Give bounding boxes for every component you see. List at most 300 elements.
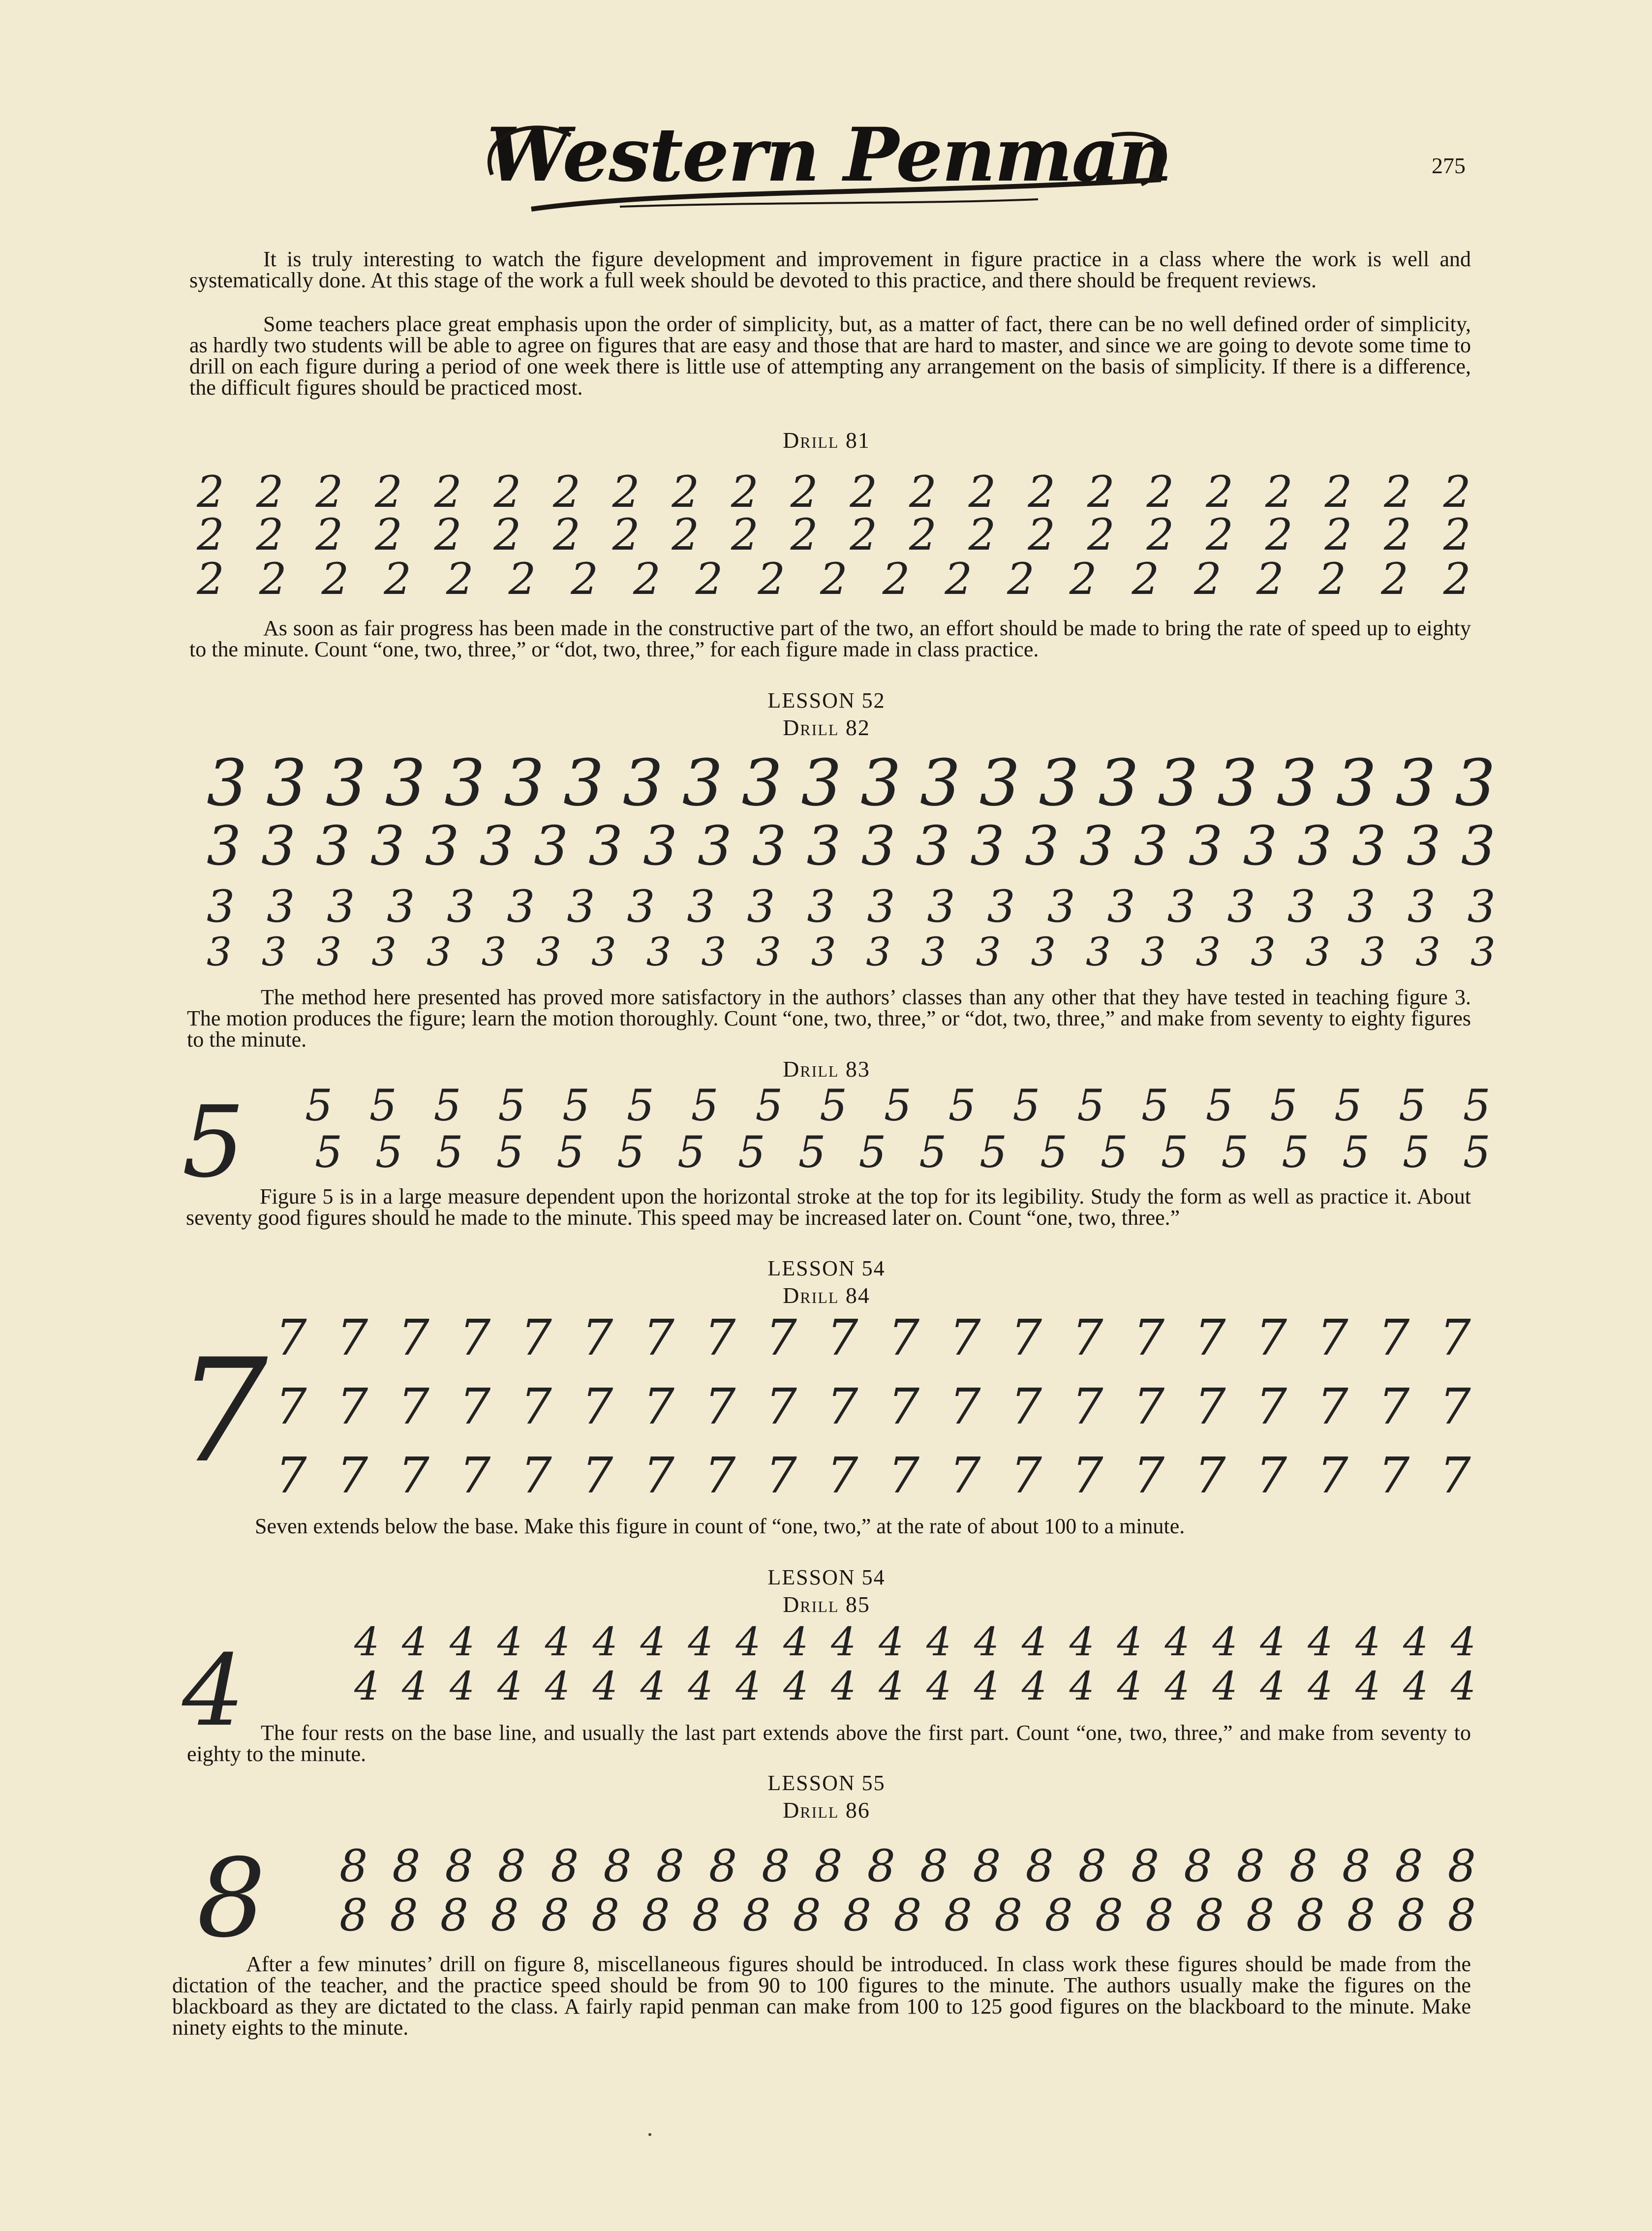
practice-figure: 3 xyxy=(536,929,562,975)
practice-figure: 2 xyxy=(552,466,581,517)
practice-figure: 7 xyxy=(459,1447,491,1504)
drill-84-model-figure: 7 xyxy=(177,1329,268,1494)
practice-figure: 3 xyxy=(327,881,355,932)
practice-figure: 8 xyxy=(1025,1840,1054,1892)
practice-figure: 3 xyxy=(207,745,247,820)
practice-figure: 8 xyxy=(793,1890,821,1941)
practice-figure: 7 xyxy=(459,1378,491,1435)
practice-figure: 3 xyxy=(697,814,732,877)
practice-figure: 3 xyxy=(867,881,895,932)
practice-figure: 4 xyxy=(1069,1663,1095,1709)
practice-figure: 3 xyxy=(316,929,342,975)
practice-figure: 3 xyxy=(425,814,459,877)
practice-figure: 8 xyxy=(843,1890,872,1941)
practice-figure: 7 xyxy=(1194,1378,1226,1435)
practice-figure: 7 xyxy=(337,1447,368,1504)
drill-84-title: Drill 84 xyxy=(783,1283,870,1308)
practice-figure: 3 xyxy=(1107,881,1135,932)
practice-figure: 2 xyxy=(758,554,786,604)
practice-figure: 7 xyxy=(581,1378,613,1435)
practice-figure: 3 xyxy=(207,929,232,975)
practice-figure: 2 xyxy=(197,509,224,560)
practice-figure: 5 xyxy=(1463,1127,1491,1177)
drill-82-figure-row xyxy=(207,881,1496,932)
practice-figure: 7 xyxy=(581,1447,613,1504)
practice-figure: 5 xyxy=(1399,1080,1427,1131)
practice-figure: 5 xyxy=(375,1127,403,1177)
practice-figure: 3 xyxy=(1024,814,1059,877)
practice-figure: 7 xyxy=(949,1378,981,1435)
practice-figure: 2 xyxy=(731,466,759,517)
practice-figure: 3 xyxy=(385,745,426,820)
practice-figure: 8 xyxy=(1145,1890,1174,1941)
ink-dot xyxy=(648,2133,651,2136)
practice-figure: 3 xyxy=(1167,881,1195,932)
practice-figure: 2 xyxy=(1318,554,1346,604)
practice-figure: 2 xyxy=(493,509,521,560)
practice-figure: 5 xyxy=(556,1127,584,1177)
practice-figure: 7 xyxy=(765,1378,797,1435)
masthead xyxy=(472,106,1186,219)
practice-figure: 3 xyxy=(479,814,514,877)
practice-figure: 5 xyxy=(691,1080,719,1131)
practice-figure: 8 xyxy=(390,1890,418,1941)
practice-figure: 3 xyxy=(1352,814,1387,877)
practice-figure: 3 xyxy=(1039,745,1080,820)
practice-figure: 8 xyxy=(742,1890,771,1941)
practice-figure: 2 xyxy=(1443,509,1471,560)
practice-figure: 5 xyxy=(1402,1127,1430,1177)
practice-figure: 4 xyxy=(1117,1619,1142,1665)
practice-figure: 5 xyxy=(315,1127,342,1177)
practice-figure: 5 xyxy=(1012,1080,1040,1131)
practice-figure: 8 xyxy=(339,1840,368,1892)
practice-figure: 8 xyxy=(392,1840,421,1892)
practice-figure: 5 xyxy=(948,1080,976,1131)
practice-figure: 4 xyxy=(1403,1663,1428,1709)
practice-figure: 4 xyxy=(878,1619,904,1665)
practice-figure: 3 xyxy=(426,929,452,975)
drill-85-model-figure: 4 xyxy=(182,1634,245,1748)
practice-figure: 7 xyxy=(643,1378,674,1435)
practice-figure: 2 xyxy=(434,466,462,517)
drill-81-title: Drill 81 xyxy=(783,428,870,453)
practice-figure: 4 xyxy=(831,1663,856,1709)
practice-figure: 4 xyxy=(878,1663,904,1709)
practice-figure: 3 xyxy=(447,881,475,932)
practice-figure: 4 xyxy=(926,1663,951,1709)
practice-figure: 8 xyxy=(708,1840,737,1892)
practice-figure: 4 xyxy=(497,1619,522,1665)
drill-86-model-figure: 8 xyxy=(197,1835,266,1961)
practice-figure: 5 xyxy=(1100,1127,1128,1177)
practice-figure: 2 xyxy=(259,554,287,604)
practice-figure: 4 xyxy=(401,1619,427,1665)
practice-figure: 8 xyxy=(1095,1890,1124,1941)
practice-figure: 3 xyxy=(642,814,677,877)
practice-figure: 3 xyxy=(591,929,616,975)
practice-figure: 7 xyxy=(826,1378,858,1435)
practice-figure: 7 xyxy=(1255,1309,1287,1366)
practice-figure: 2 xyxy=(1384,509,1412,560)
practice-figure: 3 xyxy=(1217,745,1258,820)
practice-figure: 2 xyxy=(1028,509,1056,560)
practice-figure: 5 xyxy=(1205,1080,1233,1131)
practice-figure: 3 xyxy=(207,814,241,877)
drill-85-figure-row xyxy=(354,1663,1476,1709)
practice-figure: 3 xyxy=(1086,929,1111,975)
practice-figure: 8 xyxy=(1296,1890,1325,1941)
practice-figure: 7 xyxy=(1194,1447,1226,1504)
lesson-55-heading: LESSON 55 xyxy=(767,1771,886,1795)
practice-figure: 4 xyxy=(974,1663,999,1709)
practice-figure: 3 xyxy=(1407,881,1436,932)
practice-figure: 4 xyxy=(688,1619,713,1665)
practice-figure: 8 xyxy=(762,1840,790,1892)
practice-figure: 2 xyxy=(672,509,700,560)
practice-figure: 3 xyxy=(976,929,1001,975)
practice-figure: 7 xyxy=(1010,1309,1042,1366)
drill-83-figure-row xyxy=(315,1127,1491,1177)
practice-figure: 8 xyxy=(1246,1890,1275,1941)
practice-figure: 7 xyxy=(1194,1309,1226,1366)
practice-figure: 4 xyxy=(497,1663,522,1709)
practice-figure: 7 xyxy=(459,1309,491,1366)
practice-figure: 8 xyxy=(551,1840,579,1892)
practice-figure: 5 xyxy=(617,1127,645,1177)
drill-84-figure-row xyxy=(275,1378,1471,1435)
practice-figure: 4 xyxy=(1308,1619,1333,1665)
practice-figure: 2 xyxy=(321,554,349,604)
practice-figure: 4 xyxy=(1069,1619,1095,1665)
practice-figure: 2 xyxy=(256,509,284,560)
practice-figure: 2 xyxy=(1028,466,1056,517)
practice-figure: 4 xyxy=(1403,1619,1428,1665)
lesson-52-heading: LESSON 52 xyxy=(767,688,886,713)
practice-figure: 5 xyxy=(1270,1080,1298,1131)
drill-86-text: After a few minutes’ drill on figure 8, miscellaneous figures should be introduced. In class work these figures should be made from the dictation of the teacher, and the practice speed should be from 90 to 100 figures to the minute. The authors usually make the figures on the blackboard as they are dictated to the class. A fairly rapid penman can make from 100 to 125 good figures on the blackboard to the minute. Make ninety eights to the minute. xyxy=(172,1952,1471,2040)
drill-85-title: Drill 85 xyxy=(783,1592,870,1617)
practice-figure: 3 xyxy=(741,745,783,820)
practice-figure: 5 xyxy=(498,1080,526,1131)
practice-figure: 8 xyxy=(893,1890,922,1941)
practice-figure: 7 xyxy=(1378,1447,1410,1504)
practice-figure: 2 xyxy=(1265,509,1293,560)
drill-84-text: Seven extends below the base. Make this figure in count of “one, two,” at the rate of about 100 to a minute. xyxy=(255,1514,1185,1538)
practice-figure: 4 xyxy=(545,1619,570,1665)
practice-figure: 5 xyxy=(737,1127,765,1177)
practice-figure: 5 xyxy=(1077,1080,1105,1131)
practice-figure: 5 xyxy=(755,1080,783,1131)
practice-figure: 8 xyxy=(1236,1840,1265,1892)
practice-figure: 3 xyxy=(1098,745,1139,820)
practice-figure: 5 xyxy=(1282,1127,1310,1177)
practice-figure: 3 xyxy=(747,881,775,932)
practice-figure: 3 xyxy=(1415,929,1441,975)
practice-figure: 2 xyxy=(384,554,412,604)
practice-figure: 3 xyxy=(371,929,397,975)
practice-figure: 3 xyxy=(261,814,296,877)
practice-figure: 4 xyxy=(592,1619,618,1665)
drill-82-title: Drill 82 xyxy=(783,715,870,740)
practice-figure: 7 xyxy=(398,1309,429,1366)
practice-figure: 4 xyxy=(1212,1663,1238,1709)
practice-figure: 3 xyxy=(534,814,569,877)
practice-figure: 7 xyxy=(1378,1378,1410,1435)
practice-figure: 5 xyxy=(798,1127,826,1177)
practice-figure: 3 xyxy=(1467,881,1496,932)
practice-figure: 4 xyxy=(1260,1663,1285,1709)
practice-figure: 7 xyxy=(1071,1447,1103,1504)
practice-figure: 2 xyxy=(197,554,224,604)
drill-81-figure-row xyxy=(197,554,1471,604)
practice-figure: 4 xyxy=(783,1663,809,1709)
practice-figure: 8 xyxy=(919,1840,948,1892)
drill-82-figure-row xyxy=(207,814,1496,877)
practice-figure: 8 xyxy=(973,1840,1001,1892)
practice-figure: 4 xyxy=(449,1663,475,1709)
practice-figure: 7 xyxy=(765,1309,797,1366)
practice-figure: 3 xyxy=(504,745,545,820)
practice-figure: 4 xyxy=(354,1663,379,1709)
practice-figure: 5 xyxy=(919,1127,947,1177)
practice-figure: 7 xyxy=(520,1309,552,1366)
practice-figure: 7 xyxy=(1133,1309,1165,1366)
practice-figure: 5 xyxy=(305,1080,333,1131)
practice-figure: 3 xyxy=(1140,929,1166,975)
practice-figure: 5 xyxy=(820,1080,848,1131)
practice-figure: 7 xyxy=(888,1378,919,1435)
drill-83-text: Figure 5 is in a large measure dependent upon the horizontal stroke at the top for its legibility. Study the form as well as practice it. About seventy good figures should he made to the minute. This speed may be increased later on. Count “one, two, three.” xyxy=(186,1184,1471,1230)
practice-figure: 8 xyxy=(1447,1890,1476,1941)
practice-figure: 2 xyxy=(945,554,973,604)
practice-figure: 4 xyxy=(1117,1663,1142,1709)
practice-figure: 7 xyxy=(337,1309,368,1366)
practice-figure: 4 xyxy=(1450,1663,1476,1709)
practice-figure: 2 xyxy=(374,509,402,560)
practice-figure: 8 xyxy=(642,1890,670,1941)
drill-82-figure-row xyxy=(207,745,1496,820)
practice-figure: 4 xyxy=(592,1663,618,1709)
practice-figure: 3 xyxy=(916,814,950,877)
practice-figure: 5 xyxy=(433,1080,461,1131)
practice-figure: 8 xyxy=(591,1890,620,1941)
practice-figure: 3 xyxy=(861,814,896,877)
practice-figure: 4 xyxy=(545,1663,570,1709)
practice-figure: 2 xyxy=(571,554,599,604)
practice-figure: 2 xyxy=(315,509,343,560)
practice-figure: 2 xyxy=(1087,466,1115,517)
practice-figure: 4 xyxy=(1021,1619,1047,1665)
practice-figure: 7 xyxy=(704,1447,736,1504)
practice-figure: 2 xyxy=(256,466,284,517)
practice-figure: 3 xyxy=(1395,745,1436,820)
practice-figure: 7 xyxy=(826,1309,858,1366)
practice-figure: 3 xyxy=(811,929,836,975)
practice-figure: 5 xyxy=(369,1080,397,1131)
practice-figure: 8 xyxy=(490,1890,519,1941)
practice-figure: 7 xyxy=(888,1309,919,1366)
drill-85-text: The four rests on the base line, and usually the last part extends above the first part. Count “one, two, three,” and make from seventy to eighty to the minute. xyxy=(187,1721,1471,1766)
practice-figure: 3 xyxy=(1227,881,1255,932)
practice-figure: 2 xyxy=(695,554,723,604)
intro-paragraph-2: Some teachers place great emphasis upon the order of simplicity, but, as a matter of fact, there can be no well defined order of simplicity, as hardly two students will be able to agree on figures that are easy and those that are hard to master, and since we are going to devote some time to drill on each figure during a period of one week there is little use of attempting any arrangement on the basis of simplicity. If there is a difference, the difficult figures should be practiced most. xyxy=(189,312,1471,400)
practice-figure: 7 xyxy=(1317,1378,1348,1435)
practice-figure: 7 xyxy=(1010,1447,1042,1504)
practice-figure: 3 xyxy=(507,881,535,932)
practice-figure: 2 xyxy=(850,509,878,560)
practice-figure: 4 xyxy=(1450,1619,1476,1665)
practice-figure: 2 xyxy=(731,509,759,560)
practice-figure: 2 xyxy=(1324,509,1352,560)
practice-figure: 8 xyxy=(339,1890,368,1941)
practice-figure: 2 xyxy=(882,554,910,604)
practice-figure: 2 xyxy=(1265,466,1293,517)
practice-figure: 4 xyxy=(1164,1619,1190,1665)
practice-figure: 7 xyxy=(704,1309,736,1366)
practice-figure: 3 xyxy=(1336,745,1377,820)
practice-figure: 2 xyxy=(1206,509,1234,560)
practice-figure: 7 xyxy=(643,1309,674,1366)
drill-85-figure-row xyxy=(354,1619,1476,1665)
practice-figure: 8 xyxy=(1395,1840,1423,1892)
practice-figure: 8 xyxy=(1289,1840,1318,1892)
practice-figure: 7 xyxy=(704,1378,736,1435)
practice-figure: 3 xyxy=(1188,814,1223,877)
practice-figure: 7 xyxy=(1378,1309,1410,1366)
practice-figure: 3 xyxy=(920,929,946,975)
practice-figure: 3 xyxy=(563,745,604,820)
practice-figure: 8 xyxy=(867,1840,895,1892)
practice-figure: 4 xyxy=(449,1619,475,1665)
practice-figure: 3 xyxy=(387,881,415,932)
practice-figure: 5 xyxy=(496,1127,524,1177)
practice-figure: 3 xyxy=(1195,929,1221,975)
practice-figure: 7 xyxy=(949,1309,981,1366)
practice-figure: 3 xyxy=(444,745,485,820)
practice-figure: 7 xyxy=(765,1447,797,1504)
practice-figure: 3 xyxy=(860,745,901,820)
practice-figure: 3 xyxy=(567,881,595,932)
practice-figure: 2 xyxy=(968,509,996,560)
practice-figure: 7 xyxy=(275,1378,307,1435)
practice-figure: 8 xyxy=(814,1840,843,1892)
practice-figure: 3 xyxy=(701,929,727,975)
practice-figure: 2 xyxy=(552,509,581,560)
practice-figure: 7 xyxy=(1255,1447,1287,1504)
practice-figure: 3 xyxy=(588,814,623,877)
practice-figure: 8 xyxy=(1184,1840,1212,1892)
practice-figure: 3 xyxy=(801,745,842,820)
practice-figure: 3 xyxy=(315,814,350,877)
practice-figure: 3 xyxy=(627,881,655,932)
drill-82-text: The method here presented has proved more satisfactory in the authors’ classes than any other that they have tested in teaching figure 3. The motion produces the figure; learn the motion thoroughly. Count “one, two, three,” or “dot, two, three,” and make from seventy to eighty figures to the minute. xyxy=(187,985,1471,1052)
practice-figure: 7 xyxy=(398,1378,429,1435)
practice-figure: 3 xyxy=(1251,929,1276,975)
practice-figure: 8 xyxy=(1131,1840,1160,1892)
practice-figure: 3 xyxy=(325,745,367,820)
intro-paragraph-1: It is truly interesting to watch the figure development and improvement in figure practice in a class where the work is well and systematically done. At this stage of the work a full week should be devoted to this practice, and there should be frequent reviews. xyxy=(189,247,1471,292)
practice-figure: 4 xyxy=(1021,1663,1047,1709)
practice-figure: 8 xyxy=(1078,1840,1106,1892)
practice-figure: 5 xyxy=(1161,1127,1189,1177)
practice-figure: 5 xyxy=(1040,1127,1068,1177)
practice-figure: 3 xyxy=(807,881,835,932)
practice-figure: 8 xyxy=(1342,1840,1371,1892)
drill-86-figure-row xyxy=(339,1840,1476,1892)
practice-figure: 3 xyxy=(1406,814,1441,877)
practice-figure: 3 xyxy=(979,745,1020,820)
practice-figure: 5 xyxy=(677,1127,705,1177)
practice-figure: 3 xyxy=(1079,814,1114,877)
practice-figure: 2 xyxy=(1206,466,1234,517)
practice-figure: 5 xyxy=(858,1127,887,1177)
practice-figure: 7 xyxy=(520,1447,552,1504)
practice-figure: 3 xyxy=(266,745,307,820)
practice-figure: 7 xyxy=(1255,1378,1287,1435)
practice-figure: 4 xyxy=(640,1619,666,1665)
practice-figure: 2 xyxy=(1384,466,1412,517)
practice-figure: 2 xyxy=(909,466,937,517)
practice-figure: 8 xyxy=(656,1840,684,1892)
practice-figure: 7 xyxy=(1439,1447,1471,1504)
practice-figure: 4 xyxy=(735,1619,761,1665)
practice-figure: 3 xyxy=(687,881,715,932)
practice-figure: 7 xyxy=(1133,1378,1165,1435)
lesson-54-heading-a: LESSON 54 xyxy=(767,1256,886,1280)
practice-figure: 7 xyxy=(1317,1447,1348,1504)
practice-figure: 7 xyxy=(337,1378,368,1435)
practice-figure: 4 xyxy=(688,1663,713,1709)
practice-figure: 8 xyxy=(994,1890,1023,1941)
practice-figure: 5 xyxy=(626,1080,654,1131)
drill-84-figure-row xyxy=(275,1447,1471,1504)
practice-figure: 4 xyxy=(1212,1619,1238,1665)
practice-figure: 2 xyxy=(1443,554,1471,604)
practice-figure: 3 xyxy=(1158,745,1198,820)
practice-figure: 4 xyxy=(783,1619,809,1665)
practice-figure: 3 xyxy=(1276,745,1317,820)
practice-figure: 2 xyxy=(446,554,474,604)
practice-figure: 2 xyxy=(315,466,343,517)
practice-figure: 3 xyxy=(1031,929,1056,975)
practice-figure: 8 xyxy=(944,1890,972,1941)
practice-figure: 2 xyxy=(850,466,878,517)
practice-figure: 5 xyxy=(979,1127,1008,1177)
practice-figure: 3 xyxy=(1287,881,1315,932)
practice-figure: 8 xyxy=(445,1840,473,1892)
practice-figure: 3 xyxy=(370,814,405,877)
practice-figure: 8 xyxy=(440,1890,469,1941)
practice-figure: 3 xyxy=(207,881,235,932)
practice-figure: 3 xyxy=(927,881,955,932)
practice-figure: 3 xyxy=(1243,814,1278,877)
practice-figure: 2 xyxy=(790,466,818,517)
practice-figure: 8 xyxy=(1044,1890,1073,1941)
practice-figure: 3 xyxy=(1047,881,1075,932)
masthead-title: Western Penman xyxy=(487,112,1171,198)
practice-figure: 3 xyxy=(481,929,507,975)
practice-figure: 4 xyxy=(926,1619,951,1665)
practice-figure: 7 xyxy=(398,1447,429,1504)
practice-figure: 4 xyxy=(1355,1663,1380,1709)
practice-figure: 2 xyxy=(633,554,661,604)
practice-figure: 4 xyxy=(1355,1619,1380,1665)
practice-figure: 2 xyxy=(1146,466,1174,517)
practice-figure: 4 xyxy=(735,1663,761,1709)
practice-figure: 2 xyxy=(1381,554,1409,604)
practice-figure: 2 xyxy=(1146,509,1174,560)
